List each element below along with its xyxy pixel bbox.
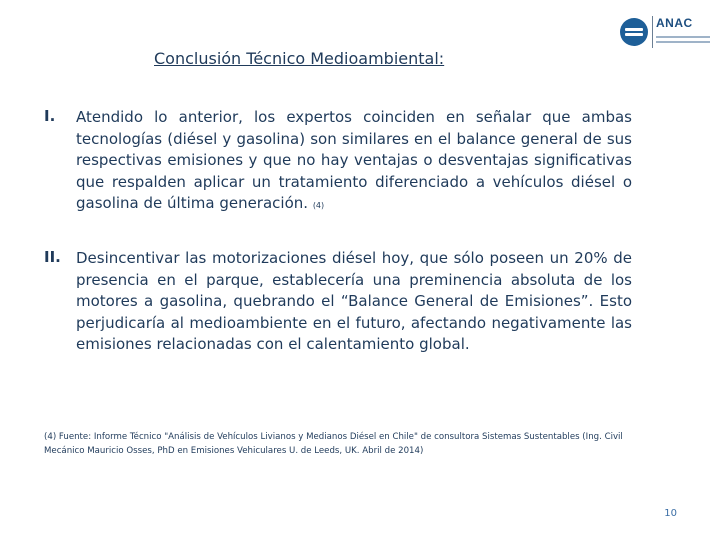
item-numeral: II. — [44, 248, 61, 266]
item-text — [76, 107, 632, 217]
item-numeral: I. — [44, 107, 56, 125]
anac-logo — [620, 14, 712, 52]
item-text — [76, 248, 632, 356]
page-number: 10 — [664, 508, 677, 519]
footnote-reference: (4) — [312, 201, 325, 211]
logo-divider — [652, 16, 653, 48]
item-body: Atendido lo anterior, los expertos coinciden en señalar que ambas tecnologías (diésel y gasolina) son similares en el balance general de sus respectivas emisiones y que no hay ventajas o desventajas significativas que respalden aplicar un tratamiento diferenciado a vehículos diésel o gasolina de última generación. — [76, 108, 632, 213]
logo-acronym: ANAC — [656, 16, 693, 30]
item-body: Desincentivar las motorizaciones diésel hoy, que sólo poseen un 20% de presencia en el parque, establecería una preminencia absoluta de los motores a gasolina, quebrando el “Balance General de Emisiones”. Esto perjudicaría al medioambiente en el futuro, afectando negativamente las emisiones relacionadas con el calentamiento global. — [76, 249, 632, 354]
logo-subtitle-line — [656, 41, 710, 43]
logo-subtitle-line — [656, 36, 710, 38]
slide-title: Conclusión Técnico Medioambiental: — [154, 49, 445, 68]
anac-emblem-icon — [620, 18, 648, 46]
conclusion-item-1 — [44, 107, 632, 217]
conclusion-item-2 — [44, 248, 632, 356]
source-footnote: (4) Fuente: Informe Técnico "Análisis de Vehículos Livianos y Medianos Diésel en Chile" de consultora Sistemas Sustentables (Ing. Civil Mecánico Mauricio Osses, PhD en Emisiones Vehiculares U. de Leeds, UK. Abril de 2014) — [44, 432, 623, 456]
